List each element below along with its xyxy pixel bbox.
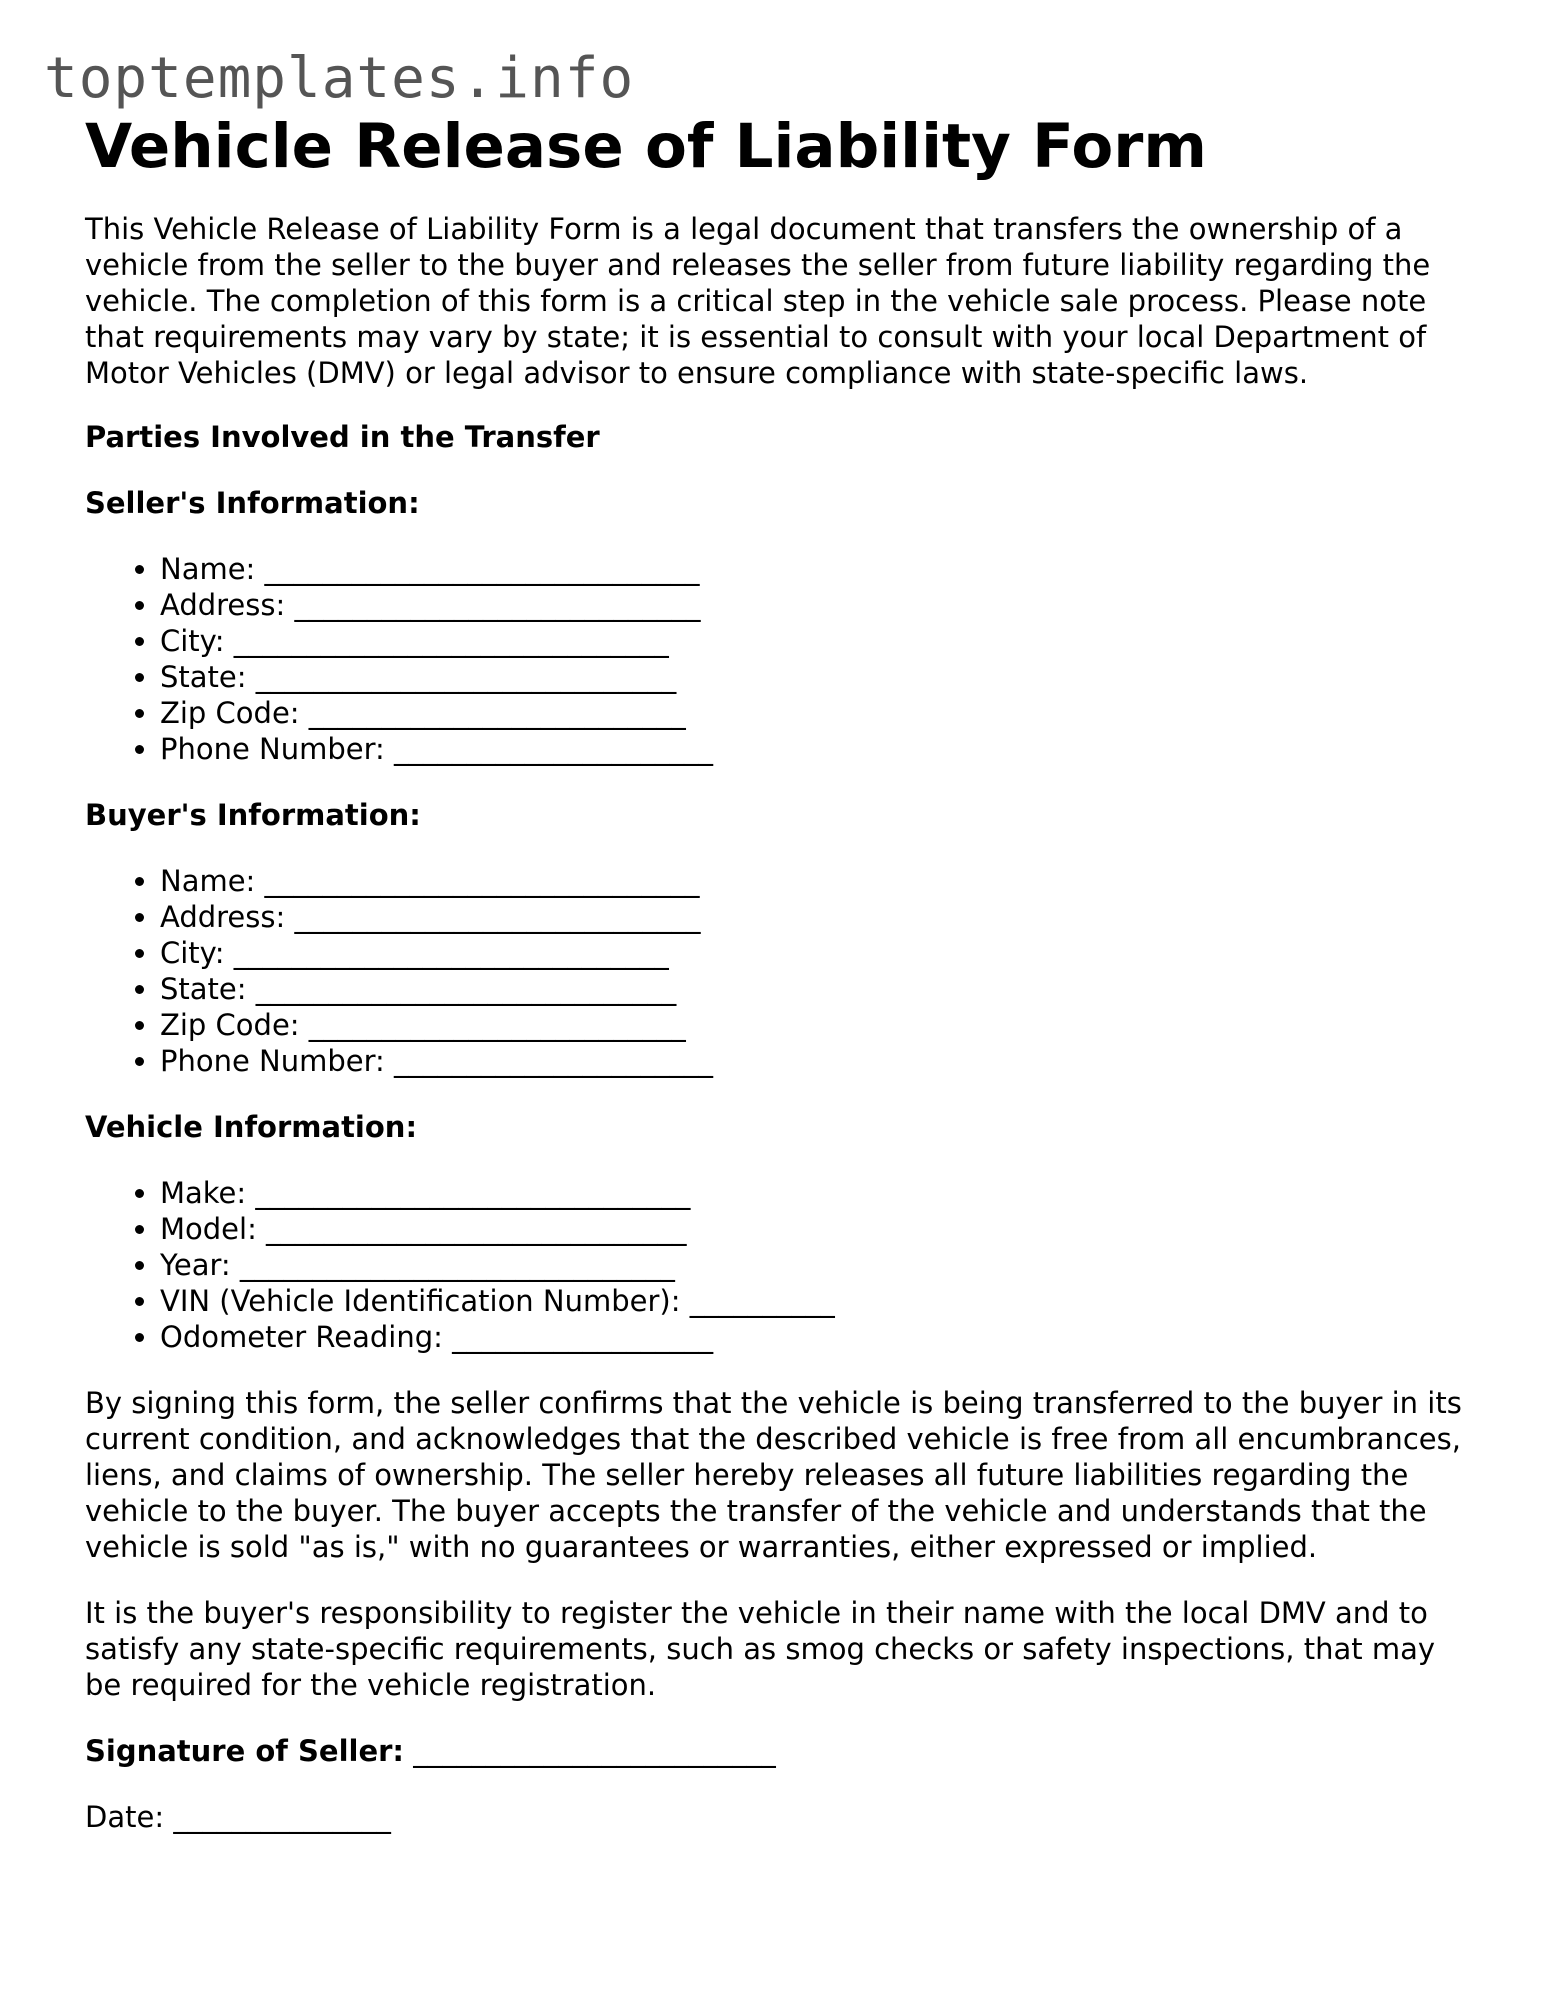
seller-signature-line[interactable]: _________________________ [413, 1734, 776, 1768]
seller-fields-list [85, 551, 1465, 767]
seller-state-field[interactable]: • State: _____________________________ [160, 659, 1465, 695]
watermark: toptemplates.info [44, 46, 635, 111]
vehicle-heading: Vehicle Information: [85, 1110, 418, 1144]
registration-paragraph: It is the buyer's responsibility to register the vehicle in their name with the local DMV and to satisfy any state-specific requirements, such as smog checks or safety inspections, that may be required for the vehicle registration. [85, 1596, 1436, 1702]
vehicle-make-field[interactable]: • Make: ______________________________ [160, 1175, 1465, 1211]
date-label: Date: [85, 1800, 165, 1834]
seller-signature-label: Signature of Seller: [85, 1734, 405, 1768]
buyer-zip-field[interactable]: • Zip Code: __________________________ [160, 1007, 1465, 1043]
date-line[interactable]: _______________ [173, 1800, 391, 1834]
seller-city-field[interactable]: • City: ______________________________ [160, 623, 1465, 659]
document-page [85, 107, 1465, 1865]
parties-heading: Parties Involved in the Transfer [85, 420, 600, 454]
seller-address-field[interactable]: • Address: ____________________________ [160, 587, 1465, 623]
buyer-phone-field[interactable]: • Phone Number: ______________________ [160, 1043, 1465, 1079]
intro-paragraph: This Vehicle Release of Liability Form is a legal document that transfers the ownership of a vehicle from the seller to the buyer and releases the seller from future liability regarding the vehicle. The completion of this form is a critical step in the vehicle sale process. Please note that requirements may vary by state; it is essential to consult with your local Department of Motor Vehicles (DMV) or legal advisor to ensure compliance with state-specific laws. [85, 212, 1431, 390]
buyer-city-field[interactable]: • City: ______________________________ [160, 935, 1465, 971]
buyer-name-field[interactable]: • Name: ______________________________ [160, 863, 1465, 899]
seller-name-field[interactable]: • Name: ______________________________ [160, 551, 1465, 587]
buyer-address-field[interactable]: • Address: ____________________________ [160, 899, 1465, 935]
vehicle-model-field[interactable]: • Model: _____________________________ [160, 1211, 1465, 1247]
seller-phone-field[interactable]: • Phone Number: ______________________ [160, 731, 1465, 767]
seller-signature-row[interactable] [85, 1733, 1465, 1769]
buyer-state-field[interactable]: • State: _____________________________ [160, 971, 1465, 1007]
buyer-heading: Buyer's Information: [85, 798, 421, 832]
vehicle-fields-list [85, 1175, 1465, 1355]
buyer-fields-list [85, 863, 1465, 1079]
seller-zip-field[interactable]: • Zip Code: __________________________ [160, 695, 1465, 731]
date-row[interactable] [85, 1799, 1465, 1835]
seller-heading: Seller's Information: [85, 486, 420, 520]
terms-paragraph: By signing this form, the seller confirms that the vehicle is being transferred to the buyer in its current condition, and acknowledges that the described vehicle is free from all encumbrances, liens, and claims of ownership. The seller hereby releases all future liabilities regarding the vehicle to the buyer. The buyer accepts the transfer of the vehicle and understands that the vehicle is sold "as is," with no guarantees or warranties, either expressed or implied. [85, 1386, 1462, 1564]
vehicle-vin-field[interactable]: • VIN (Vehicle Identification Number): __________ [160, 1283, 1465, 1319]
page-title: Vehicle Release of Liability Form [85, 111, 1207, 182]
vehicle-odometer-field[interactable]: • Odometer Reading: __________________ [160, 1319, 1465, 1355]
vehicle-year-field[interactable]: • Year: ______________________________ [160, 1247, 1465, 1283]
